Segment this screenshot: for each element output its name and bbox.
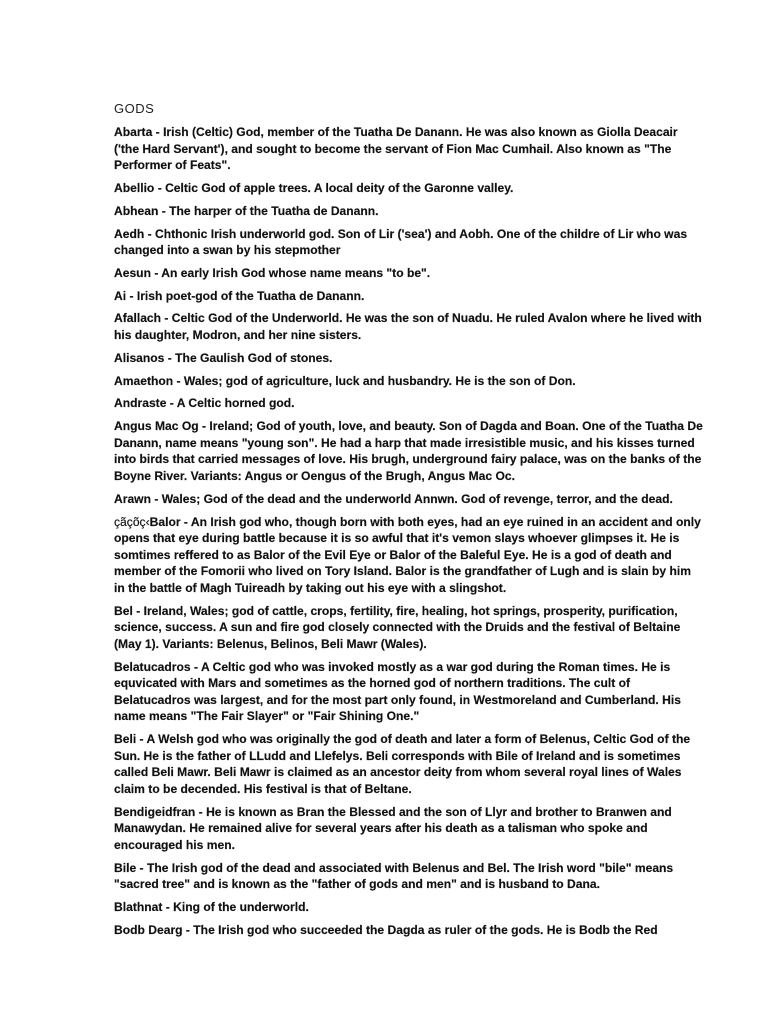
list-item	[114, 180, 704, 197]
entry-name: Ai -	[114, 289, 137, 303]
entry-text: Celtic God of the Underworld. He was the son of Nuadu. He ruled Avalon where he lived with his daughter, Modron, and her nine sisters.	[114, 311, 702, 343]
list-item	[114, 860, 704, 893]
list-item	[114, 418, 704, 484]
entry-text: King of the underworld.	[173, 900, 309, 915]
entry-name: Arawn -	[114, 492, 162, 506]
list-item	[114, 265, 704, 282]
list-item	[114, 899, 704, 916]
entry-text: A Celtic god who was invoked mostly as a war god during the Roman times. He is equvicated with Mars and sometimes as the horned god of northern traditions. The cult of Belatucadros was largest, and for the most part only found, in Westmoreland and Cumberland. His name means "The Fair Slayer" or "Fair Shining One."	[114, 659, 681, 724]
entry-text: Ireland, Wales; god of cattle, crops, fertility, fire, healing, hot springs, prosperity, purification, science, success. A sun and fire god closely connected with the Druids and the festival of Beltaine (May 1). Variants: Belenus, Belinos, Beli Mawr (Wales).	[114, 603, 681, 651]
entry-text: A Welsh god who was originally the god of death and later a form of Belenus, Celtic God of the Sun. He is the father of LLudd and Llefelys. Beli corresponds with Bile of Ireland and is sometimes called Beli Mawr. Beli Mawr is claimed as an ancestor deity from whom several royal lines of Wales claim to be decended. His festival is that of Beltane.	[114, 732, 691, 796]
entry-name: Alisanos -	[114, 351, 175, 365]
entry-text: The harper of the Tuatha de Danann.	[169, 203, 379, 218]
list-item	[114, 804, 704, 854]
list-item	[114, 288, 704, 305]
document-heading: GODS	[114, 101, 155, 116]
entry-text: A Celtic horned god.	[176, 396, 295, 411]
list-item	[114, 373, 704, 390]
entry-text: An early Irish God whose name means "to be".	[161, 265, 431, 280]
entry-list	[114, 124, 704, 939]
entry-text: Wales; god of agriculture, luck and husbandry. He is the son of Don.	[183, 373, 576, 388]
entry-text: Chthonic Irish underworld god. Son of Lir ('sea') and Aobh. One of the childre of Lir who was changed into a swan by his stepmother	[114, 226, 688, 258]
entry-text: Wales; God of the dead and the underworld Annwn. God of revenge, terror, and the dead.	[161, 491, 673, 506]
list-item	[114, 395, 704, 412]
entry-name: Amaethon -	[114, 374, 184, 388]
entry-text: Ireland; God of youth, love, and beauty. Son of Dagda and Boan. One of the Tuatha De Danann, name means "young son". He had a harp that made irresistible music, and his kisses turned into birds that carried messages of love. His brugh, underground fairy palace, was on the banks of the Boyne River. Variants: Angus or Oengus of the Brugh, Angus Mac Oc.	[114, 419, 703, 483]
document-page	[114, 100, 704, 945]
entry-text: Celtic God of apple trees. A local deity of the Garonne valley.	[165, 180, 514, 195]
entry-name: Beli -	[114, 732, 147, 746]
entry-text: The Irish god of the dead and associated with Belenus and Bel. The Irish word "bile" means "sacred tree" and is known as the "father of gods and men" and is husband to Dana.	[114, 860, 674, 892]
list-item	[114, 603, 704, 653]
entry-name: Bile -	[114, 861, 147, 875]
list-item	[114, 350, 704, 367]
entry-text: He is known as Bran the Blessed and the son of Llyr and brother to Branwen and Manawydan. He remained alive for several years after his death as a talisman who spoke and encouraged his men.	[114, 804, 672, 852]
entry-name: Andraste -	[114, 396, 177, 410]
entry-name: Balor -	[150, 515, 191, 529]
entry-text: Irish (Celtic) God, member of the Tuatha De Danann. He was also known as Giolla Deacair ('the Hard Servant'), and sought to become the servant of Fion Mac Cumhail. Also known as "The Performer of Feats".	[114, 125, 678, 173]
entry-name: Abellio -	[114, 181, 165, 195]
entry-text: Irish poet-god of the Tuatha de Danann.	[136, 288, 365, 303]
entry-name: Aedh -	[114, 227, 155, 241]
entry-name: Bendigeidfran -	[114, 805, 206, 819]
list-item	[114, 124, 704, 174]
list-item	[114, 310, 704, 343]
entry-name: Angus Mac Og -	[114, 419, 209, 433]
entry-name: Bodb Dearg -	[114, 923, 193, 937]
list-item	[114, 203, 704, 220]
entry-text: An Irish god who, though born with both eyes, had an eye ruined in an accident and only opens that eye during battle because it is so awful that it's vemon slays whoever glimpses it. He is somtimes reffered to as Balor of the Evil Eye or Balor of the Baleful Eye. He is a god of death and member of the Fomorii who lived on Tory Island. Balor is the grandfather of Lugh and is slain by him in the battle of Magh Tuireadh by taking out his eye with a slingshot.	[114, 514, 701, 595]
entry-name: Aesun -	[114, 266, 161, 280]
entry-name: Afallach -	[114, 311, 172, 325]
list-item	[114, 659, 704, 725]
list-item	[114, 514, 704, 597]
entry-name: Abarta -	[114, 125, 163, 139]
list-item	[114, 491, 704, 508]
entry-prefix: çãçõç‹	[114, 514, 150, 529]
list-item	[114, 922, 704, 939]
list-item	[114, 226, 704, 259]
entry-text: The Irish god who succeeded the Dagda as ruler of the gods. He is Bodb the Red	[193, 922, 658, 937]
entry-name: Blathnat -	[114, 900, 173, 914]
list-item	[114, 731, 704, 797]
entry-name: Bel -	[114, 604, 144, 618]
entry-text: The Gaulish God of stones.	[175, 350, 333, 365]
entry-name: Belatucadros -	[114, 660, 201, 674]
entry-name: Abhean -	[114, 204, 169, 218]
